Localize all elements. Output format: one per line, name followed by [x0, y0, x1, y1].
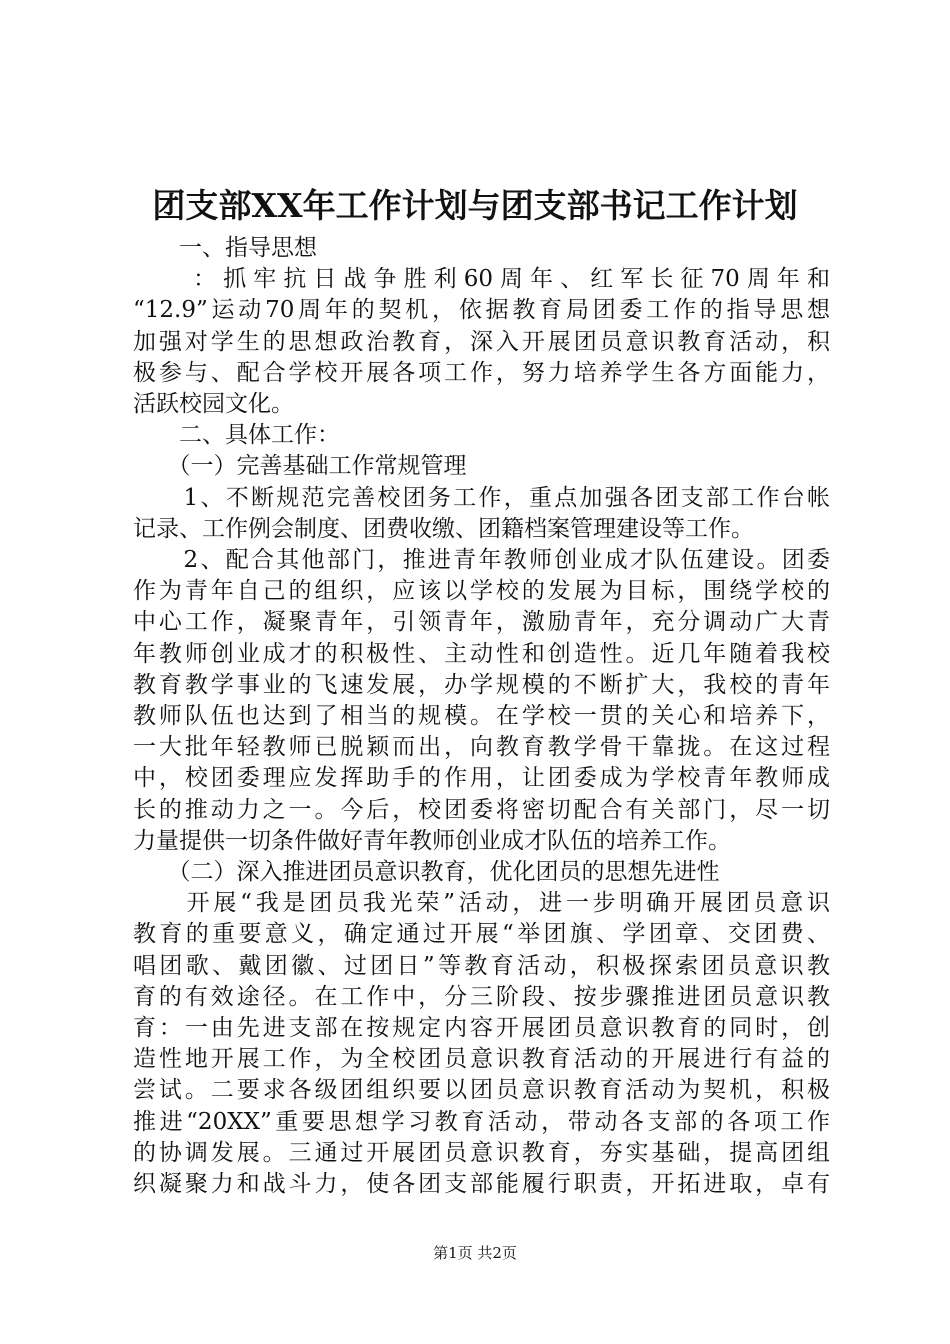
- document-title: 团支部XX年工作计划与团支部书记工作计划: [152, 186, 798, 225]
- body-line: 记录、工作例会制度、团费收缴、团籍档案管理建设等工作。: [133, 515, 754, 542]
- body-line: 中，校团委理应发挥助手的作用，让团委成为学校青年教师成: [133, 765, 830, 792]
- body-line: ：抓牢抗日战争胜利60周年、红军长征70周年和: [133, 266, 830, 293]
- body-line: 育：一由先进支部在按规定内容开展团员意识教育的同时，创: [133, 1015, 830, 1042]
- body-line: 年教师创业成才的积极性、主动性和创造性。近几年随着我校: [133, 640, 830, 667]
- body-line: 长的推动力之一。今后，校团委将密切配合有关部门，尽一切: [133, 796, 830, 823]
- body-line: 教育的重要意义，确定通过开展“举团旗、学团章、交团费、: [133, 921, 830, 948]
- body-line: 教育教学事业的飞速发展，办学规模的不断扩大，我校的青年: [133, 671, 830, 698]
- body-line: 中心工作，凝聚青年，引领青年，激励青年，充分调动广大青: [133, 609, 830, 636]
- body-line: 极参与、配合学校开展各项工作，努力培养学生各方面能力，: [133, 359, 830, 386]
- body-line: 活跃校园文化。: [133, 391, 294, 418]
- body-line: 推进“20XX”重要思想学习教育活动，带动各支部的各项工作: [133, 1108, 830, 1135]
- body-line: 造性地开展工作，为全校团员意识教育活动的开展进行有益的: [133, 1046, 830, 1073]
- body-line: 作为青年自己的组织，应该以学校的发展为目标，围绕学校的: [133, 578, 830, 605]
- page-number-footer: 第1页 共2页: [433, 1244, 517, 1262]
- body-line: 唱团歌、戴团徽、过团日”等教育活动，积极探索团员意识教: [133, 952, 830, 979]
- heading-specific-work: 二、具体工作：: [133, 422, 340, 449]
- body-line: 开展“我是团员我光荣”活动，进一步明确开展团员意识: [133, 890, 830, 917]
- body-line: 1、不断规范完善校团务工作，重点加强各团支部工作台帐: [133, 484, 830, 511]
- body-line: 一大批年轻教师已脱颖而出，向教育教学骨干靠拢。在这过程: [133, 734, 830, 761]
- heading-guiding-ideology: 一、指导思想: [133, 235, 317, 261]
- body-line: 教师队伍也达到了相当的规模。在学校一贯的关心和培养下，: [133, 703, 830, 730]
- subheading-member-awareness: （二）深入推进团员意识教育，优化团员的思想先进性: [133, 859, 720, 886]
- body-line: 加强对学生的思想政治教育，深入开展团员意识教育活动，积: [133, 328, 830, 355]
- body-line: “12.9”运动70周年的契机，依据教育局团委工作的指导思想: [133, 297, 830, 324]
- document-body: [133, 233, 830, 1200]
- body-line: 尝试。二要求各级团组织要以团员意识教育活动为契机，积极: [133, 1077, 830, 1104]
- body-line: 织凝聚力和战斗力，使各团支部能履行职责，开拓进取，卓有: [133, 1171, 830, 1198]
- body-line: 的协调发展。三通过开展团员意识教育，夯实基础，提高团组: [133, 1139, 830, 1166]
- body-line: 2、配合其他部门，推进青年教师创业成才队伍建设。团委: [133, 547, 830, 574]
- body-line: 力量提供一切条件做好青年教师创业成才队伍的培养工作。: [133, 827, 731, 854]
- body-line: 育的有效途径。在工作中，分三阶段、按步骤推进团员意识教: [133, 983, 830, 1010]
- subheading-basic-work: （一）完善基础工作常规管理: [133, 453, 467, 480]
